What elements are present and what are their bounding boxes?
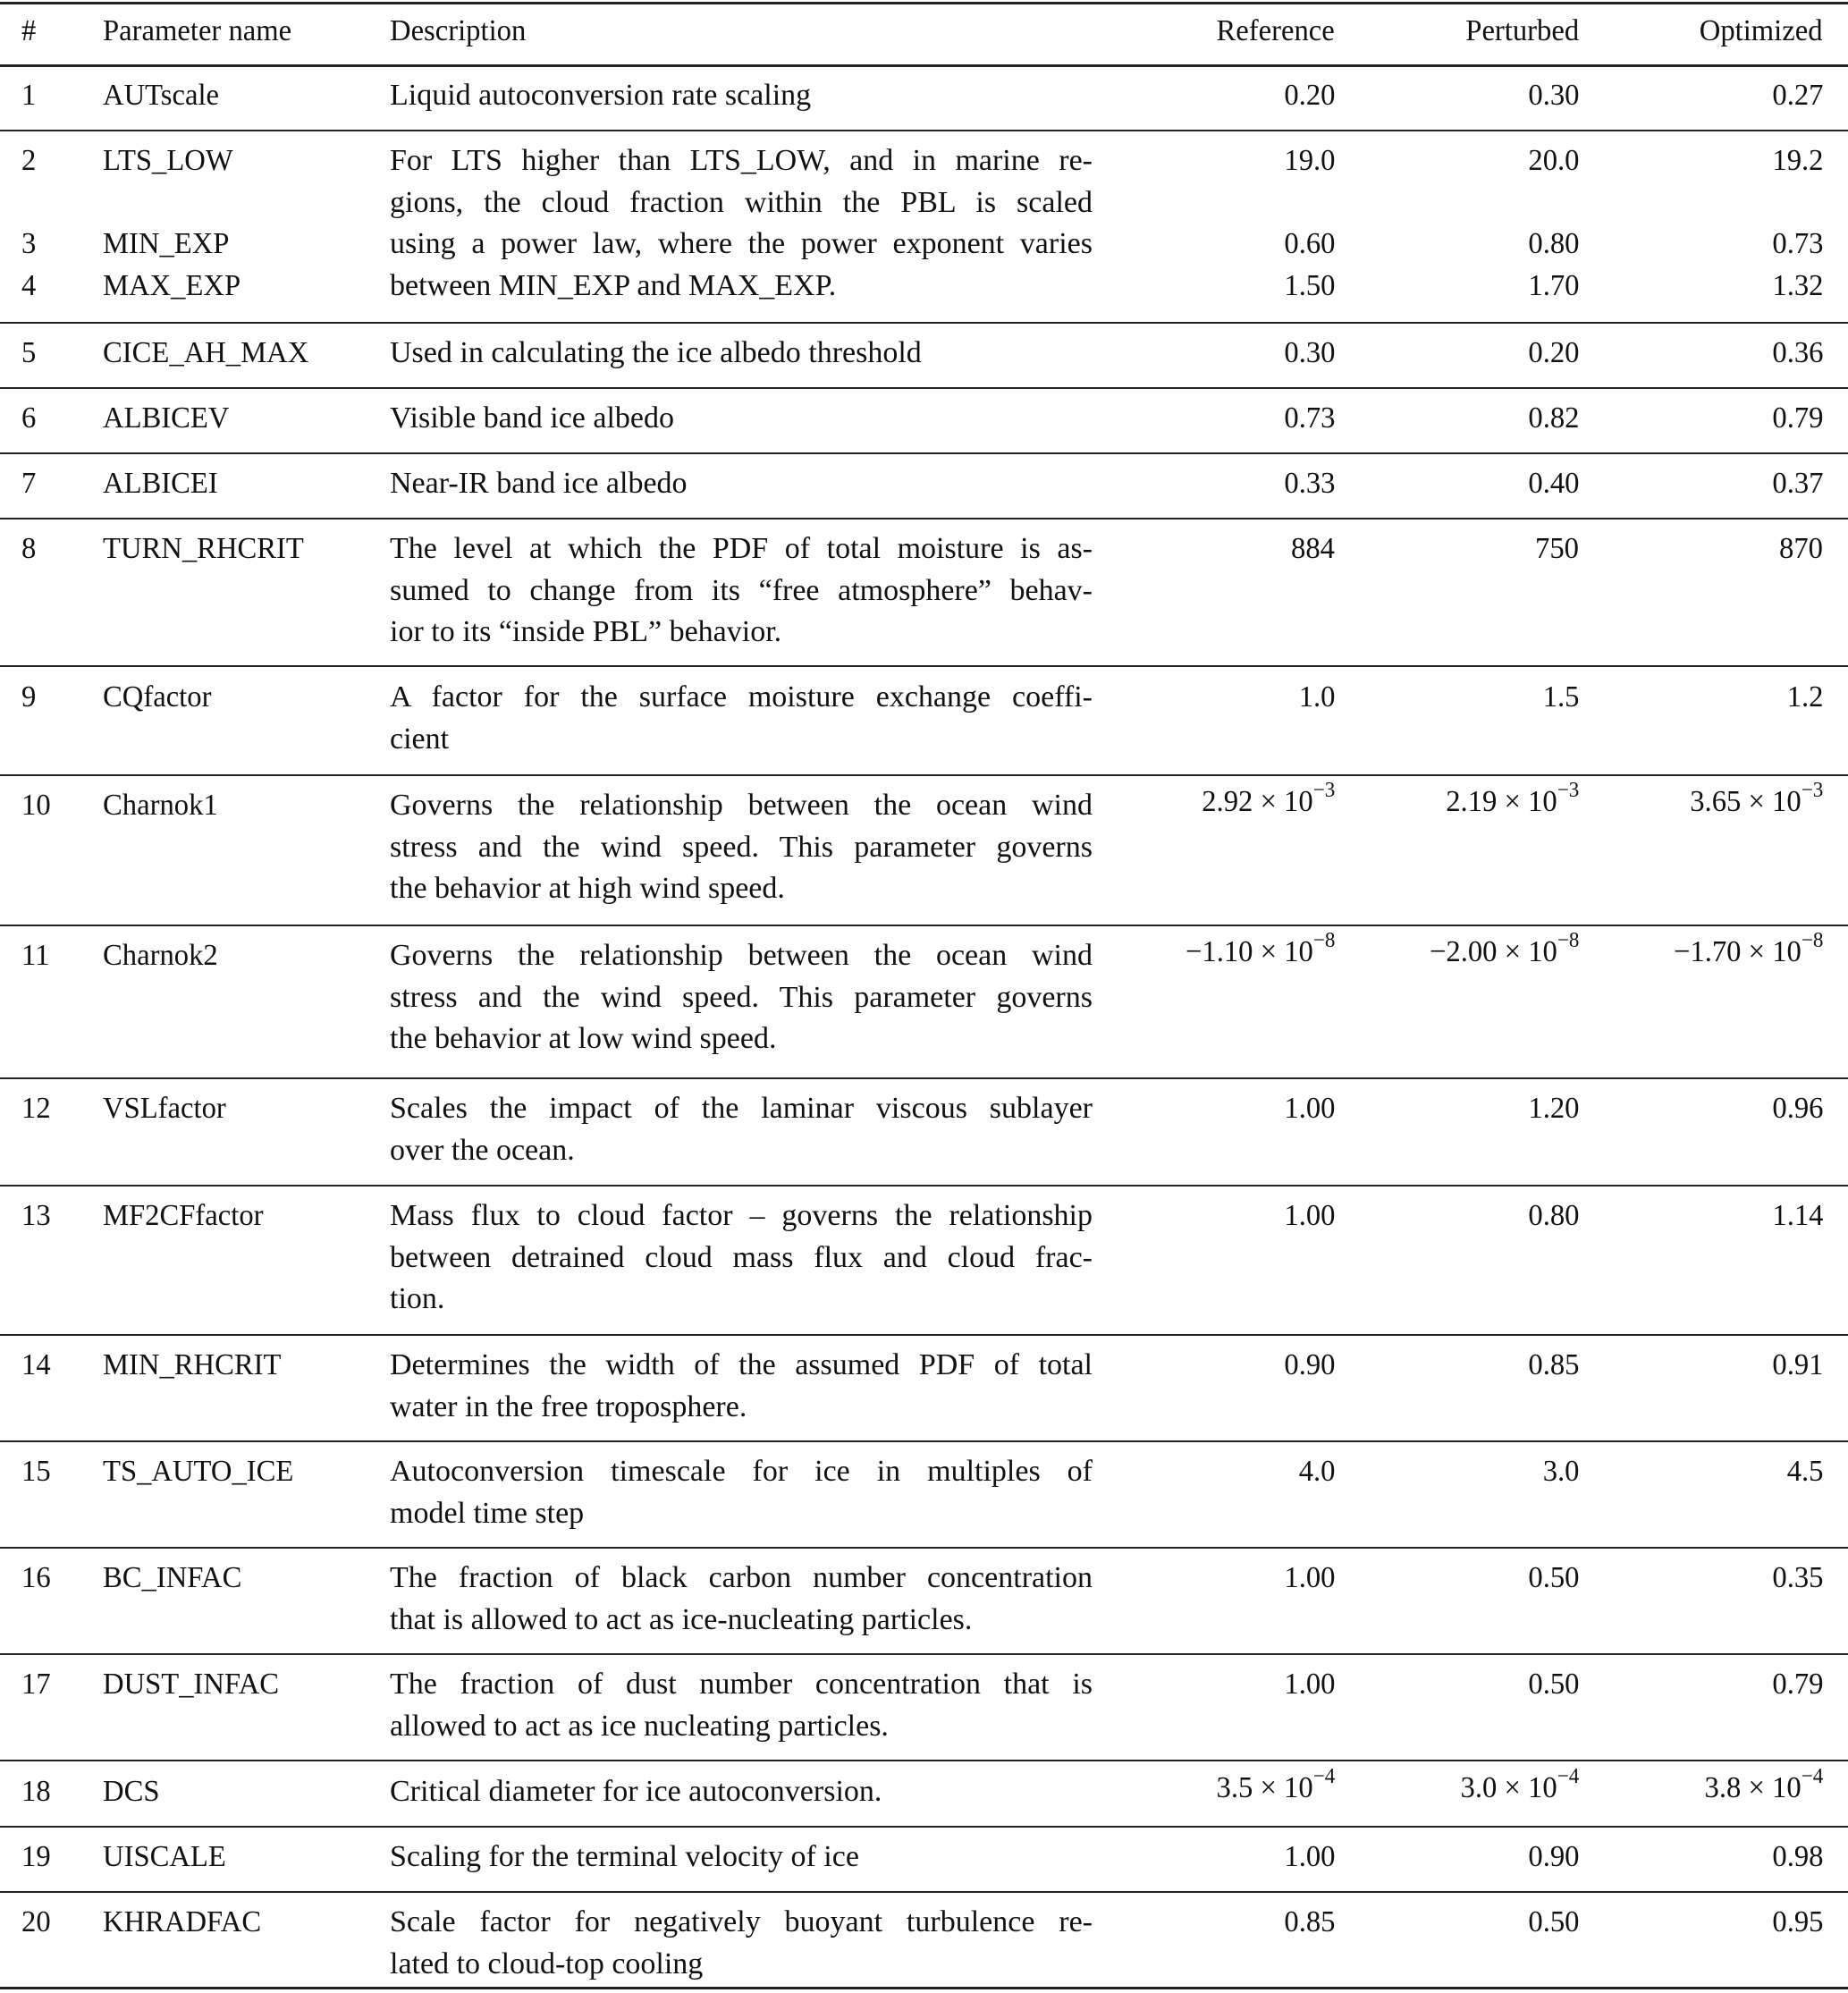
value-mantissa: 3.8 × 10 <box>1704 1771 1802 1804</box>
perturbed-value: 0.82 <box>1527 401 1579 435</box>
value-mantissa: 2.19 × 10 <box>1445 785 1557 818</box>
perturbed-value: 0.50 <box>1527 1668 1579 1701</box>
value-exponent: −4 <box>1801 1764 1823 1788</box>
perturbed-value: 0.30 <box>1527 79 1579 112</box>
parameter-name: ALBICEI <box>103 467 218 500</box>
reference-value <box>1201 778 1335 823</box>
perturbed-value: 1.70 <box>1527 268 1579 302</box>
optimized-value: 0.91 <box>1771 1348 1823 1381</box>
parameter-index: 17 <box>21 1668 51 1701</box>
parameter-name: Charnok2 <box>103 939 218 972</box>
row-divider <box>0 130 1848 131</box>
perturbed-value <box>1460 1764 1579 1809</box>
value-exponent: −4 <box>1557 1764 1579 1788</box>
parameter-name: MIN_EXP <box>103 227 230 260</box>
parameter-index: 2 <box>21 144 37 177</box>
parameter-description <box>390 1558 1093 1641</box>
perturbed-value: 0.50 <box>1527 1905 1579 1938</box>
description-line: lated to cloud-top cooling <box>390 1947 704 1980</box>
row-divider <box>0 665 1848 667</box>
description-line: Scale factor for negatively buoyant turbulence re- <box>390 1905 1093 1938</box>
header-index: # <box>21 14 37 47</box>
description-line: Autoconversion timescale for ice in multiples of <box>390 1455 1093 1488</box>
perturbed-value: 1.20 <box>1527 1092 1579 1125</box>
header-rule <box>0 64 1848 67</box>
parameter-index: 19 <box>21 1840 51 1873</box>
parameter-index: 18 <box>21 1775 51 1808</box>
parameter-name: LTS_LOW <box>103 144 233 177</box>
parameter-index: 10 <box>21 789 51 822</box>
reference-value: 0.85 <box>1283 1905 1335 1938</box>
reference-value: 0.60 <box>1283 227 1335 260</box>
parameter-name: TS_AUTO_ICE <box>103 1455 294 1488</box>
parameter-index: 16 <box>21 1561 51 1594</box>
optimized-value <box>1673 928 1823 973</box>
value-exponent: −8 <box>1557 928 1579 952</box>
description-line: Mass flux to cloud factor – governs the relationship <box>390 1199 1093 1232</box>
value-mantissa: −1.70 × 10 <box>1673 935 1802 968</box>
parameter-name: CQfactor <box>103 680 212 714</box>
description-line: The level at which the PDF of total moisture is as- <box>390 532 1093 565</box>
parameter-index: 14 <box>21 1348 51 1381</box>
reference-value: 0.30 <box>1283 336 1335 369</box>
optimized-value: 1.2 <box>1786 680 1823 714</box>
description-line: Scaling for the terminal velocity of ice <box>390 1840 859 1873</box>
reference-value: 1.00 <box>1283 1840 1335 1873</box>
optimized-value: 0.79 <box>1771 1668 1823 1701</box>
description-line: Used in calculating the ice albedo threshold <box>390 336 922 369</box>
reference-value: 0.73 <box>1283 401 1335 435</box>
optimized-value: 0.27 <box>1771 79 1823 112</box>
parameter-index: 9 <box>21 680 37 714</box>
description-line: stress and the wind speed. This parameter governs <box>390 830 1093 864</box>
perturbed-value: 0.20 <box>1527 336 1579 369</box>
parameter-name: AUTscale <box>103 79 220 112</box>
value-mantissa: 3.5 × 10 <box>1216 1771 1313 1804</box>
optimized-value: 1.32 <box>1771 268 1823 302</box>
value-mantissa: −1.10 × 10 <box>1185 935 1313 968</box>
row-divider <box>0 1440 1848 1442</box>
value-mantissa: −2.00 × 10 <box>1429 935 1557 968</box>
header-optimized: Optimized <box>1700 14 1823 47</box>
parameter-description <box>390 140 1093 307</box>
optimized-value: 0.73 <box>1771 227 1823 260</box>
value-exponent: −3 <box>1312 778 1335 802</box>
row-divider <box>0 1185 1848 1187</box>
parameter-description <box>390 677 1093 760</box>
reference-value: 0.33 <box>1283 467 1335 500</box>
row-divider <box>0 1077 1848 1079</box>
reference-value: 1.00 <box>1283 1092 1335 1125</box>
parameter-name: MAX_EXP <box>103 268 241 302</box>
parameter-index: 13 <box>21 1199 51 1232</box>
description-line: The fraction of black carbon number concentration <box>390 1561 1093 1594</box>
row-divider <box>0 1653 1848 1655</box>
description-line: cient <box>390 722 450 756</box>
value-mantissa: 3.0 × 10 <box>1460 1771 1557 1804</box>
description-line: model time step <box>390 1496 585 1530</box>
description-line: Determines the width of the assumed PDF of total <box>390 1348 1093 1381</box>
optimized-value: 0.35 <box>1771 1561 1823 1594</box>
parameter-name: DCS <box>103 1775 160 1808</box>
parameter-index: 12 <box>21 1092 51 1125</box>
description-line: ior to its “inside PBL” behavior. <box>390 615 782 648</box>
description-line: Governs the relationship between the ocean wind <box>390 939 1093 972</box>
description-line: Critical diameter for ice autoconversion. <box>390 1775 882 1808</box>
parameter-name: Charnok1 <box>103 789 218 822</box>
reference-value: 1.00 <box>1283 1561 1335 1594</box>
parameter-description <box>390 1837 1093 1879</box>
perturbed-value: 0.50 <box>1527 1561 1579 1594</box>
parameter-index: 11 <box>21 939 50 972</box>
parameter-description <box>390 463 1093 505</box>
parameter-description <box>390 785 1093 910</box>
value-exponent: −8 <box>1801 928 1823 952</box>
parameter-index: 20 <box>21 1905 51 1938</box>
row-divider <box>0 1547 1848 1549</box>
parameter-name: CICE_AH_MAX <box>103 336 309 369</box>
parameter-description <box>390 1345 1093 1428</box>
row-divider <box>0 322 1848 324</box>
parameter-name: VSLfactor <box>103 1092 226 1125</box>
parameter-index: 15 <box>21 1455 51 1488</box>
header-reference: Reference <box>1216 14 1335 47</box>
parameter-name: MF2CFfactor <box>103 1199 264 1232</box>
optimized-value: 19.2 <box>1771 144 1823 177</box>
optimized-value: 0.79 <box>1771 401 1823 435</box>
parameter-name: TURN_RHCRIT <box>103 532 304 565</box>
row-divider <box>0 518 1848 519</box>
parameter-index: 1 <box>21 79 37 112</box>
row-divider <box>0 925 1848 926</box>
value-mantissa: 2.92 × 10 <box>1201 785 1313 818</box>
description-line: allowed to act as ice nucleating particles. <box>390 1709 889 1743</box>
description-line: A factor for the surface moisture exchange coeffi- <box>390 680 1093 714</box>
description-line: sumed to change from its “free atmosphere” behav- <box>390 573 1093 607</box>
reference-value <box>1185 928 1335 973</box>
perturbed-value: 0.90 <box>1527 1840 1579 1873</box>
row-divider <box>0 1891 1848 1893</box>
perturbed-value: 1.5 <box>1542 680 1579 714</box>
parameter-name: BC_INFAC <box>103 1561 242 1594</box>
perturbed-value: 750 <box>1535 532 1579 565</box>
description-line: Governs the relationship between the ocean wind <box>390 789 1093 822</box>
perturbed-value <box>1429 928 1579 973</box>
value-mantissa: 3.65 × 10 <box>1689 785 1802 818</box>
optimized-value: 0.36 <box>1771 336 1823 369</box>
parameter-index: 8 <box>21 532 37 565</box>
description-line: the behavior at high wind speed. <box>390 872 785 905</box>
parameter-index: 6 <box>21 401 37 435</box>
reference-value: 4.0 <box>1298 1455 1335 1488</box>
parameter-description <box>390 1451 1093 1534</box>
value-exponent: −3 <box>1557 778 1579 802</box>
description-line: The fraction of dust number concentration that is <box>390 1668 1093 1701</box>
value-exponent: −4 <box>1312 1764 1335 1788</box>
parameter-description <box>390 1088 1093 1171</box>
parameter-name: ALBICEV <box>103 401 230 435</box>
optimized-value: 870 <box>1779 532 1823 565</box>
row-divider <box>0 387 1848 389</box>
description-line: Visible band ice albedo <box>390 401 675 435</box>
optimized-value: 0.96 <box>1771 1092 1823 1125</box>
parameter-name: MIN_RHCRIT <box>103 1348 282 1381</box>
header-perturbed: Perturbed <box>1465 14 1579 47</box>
optimized-value: 0.37 <box>1771 467 1823 500</box>
description-line: Liquid autoconversion rate scaling <box>390 79 812 112</box>
description-line: water in the free troposphere. <box>390 1389 747 1423</box>
value-exponent: −8 <box>1312 928 1335 952</box>
reference-value: 1.0 <box>1298 680 1335 714</box>
perturbed-value: 20.0 <box>1527 144 1579 177</box>
optimized-value: 1.14 <box>1771 1199 1823 1232</box>
optimized-value: 0.95 <box>1771 1905 1823 1938</box>
value-exponent: −3 <box>1801 778 1823 802</box>
header-description: Description <box>390 14 527 47</box>
optimized-value: 4.5 <box>1786 1455 1823 1488</box>
row-divider <box>0 774 1848 776</box>
reference-value: 884 <box>1291 532 1335 565</box>
reference-value <box>1216 1764 1335 1809</box>
description-line: using a power law, where the power exponent varies <box>390 227 1093 260</box>
description-line: over the ocean. <box>390 1133 575 1167</box>
row-divider <box>0 1826 1848 1828</box>
reference-value: 0.90 <box>1283 1348 1335 1381</box>
parameter-description <box>390 528 1093 654</box>
description-line: For LTS higher than LTS_LOW, and in marine re- <box>390 144 1093 177</box>
optimized-value <box>1689 778 1823 823</box>
row-divider <box>0 1334 1848 1336</box>
row-divider <box>0 1760 1848 1761</box>
parameter-description <box>390 333 1093 375</box>
parameter-name: KHRADFAC <box>103 1905 262 1938</box>
reference-value: 19.0 <box>1283 144 1335 177</box>
perturbed-value: 0.40 <box>1527 467 1579 500</box>
parameter-description <box>390 1664 1093 1747</box>
description-line: gions, the cloud fraction within the PBL is scaled <box>390 185 1093 219</box>
parameter-description <box>390 398 1093 440</box>
description-line: stress and the wind speed. This parameter governs <box>390 980 1093 1014</box>
perturbed-value <box>1445 778 1579 823</box>
parameter-name: UISCALE <box>103 1840 226 1873</box>
perturbed-value: 0.80 <box>1527 1199 1579 1232</box>
header-parameter-name: Parameter name <box>103 14 292 47</box>
parameter-index: 5 <box>21 336 37 369</box>
description-line: tion. <box>390 1282 445 1315</box>
perturbed-value: 0.80 <box>1527 227 1579 260</box>
reference-value: 1.00 <box>1283 1668 1335 1701</box>
description-line: Scales the impact of the laminar viscous sublayer <box>390 1092 1093 1125</box>
parameter-description <box>390 1195 1093 1321</box>
perturbed-value: 3.0 <box>1542 1455 1579 1488</box>
bottom-rule <box>0 1987 1848 1989</box>
top-rule <box>0 2 1848 4</box>
row-divider <box>0 452 1848 454</box>
parameter-index: 7 <box>21 467 37 500</box>
parameter-index: 3 <box>21 227 37 260</box>
parameter-name: DUST_INFAC <box>103 1668 280 1701</box>
parameter-description <box>390 935 1093 1060</box>
parameter-description <box>390 1771 1093 1813</box>
description-line: between detrained cloud mass flux and cloud frac- <box>390 1240 1093 1274</box>
reference-value: 0.20 <box>1283 79 1335 112</box>
reference-value: 1.00 <box>1283 1199 1335 1232</box>
reference-value: 1.50 <box>1283 268 1335 302</box>
parameter-description <box>390 1902 1093 1985</box>
optimized-value <box>1704 1764 1823 1809</box>
perturbed-value: 0.85 <box>1527 1348 1579 1381</box>
description-line: Near-IR band ice albedo <box>390 467 688 500</box>
parameter-index: 4 <box>21 268 37 302</box>
optimized-value: 0.98 <box>1771 1840 1823 1873</box>
description-line: the behavior at low wind speed. <box>390 1022 777 1055</box>
description-line: between MIN_EXP and MAX_EXP. <box>390 268 837 302</box>
parameter-description <box>390 75 1093 117</box>
description-line: that is allowed to act as ice-nucleating particles. <box>390 1602 973 1636</box>
